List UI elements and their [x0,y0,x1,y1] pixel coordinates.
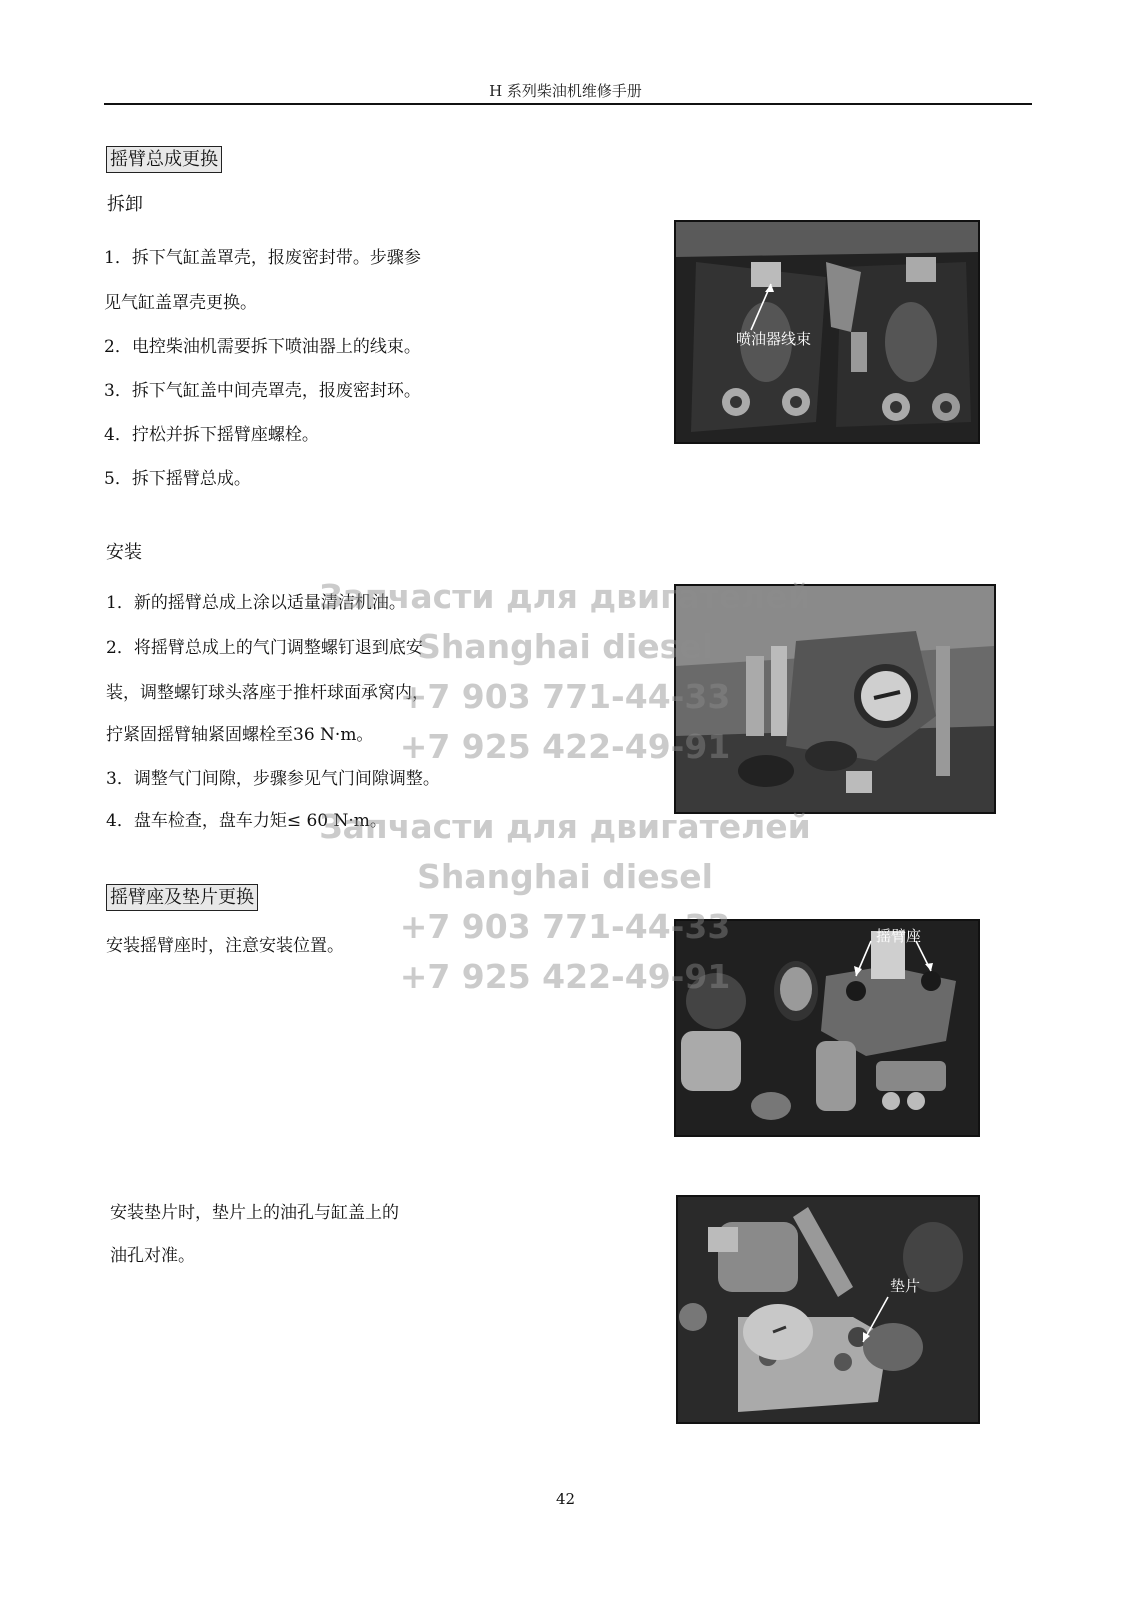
watermark-block-upper [300,572,830,772]
removal-step-3: 3．拆下气缸盖中间壳罩壳，报废密封环。 [104,381,421,401]
watermark-text: Shanghai diesel [417,857,713,896]
watermark-phone: +7 925 422-49-91 [399,727,731,766]
install-step-1: 1．新的摇臂总成上涂以适量清洁机油。 [106,593,406,613]
gasket-instruction-2: 油孔对准。 [110,1246,195,1266]
section-title-rocker-seat: 摇臂座及垫片更换 [106,884,258,911]
watermark-text: Shanghai diesel [417,627,713,666]
removal-step-2: 2．电控柴油机需要拆下喷油器上的线束。 [104,337,421,357]
injector-harness-photo [674,220,980,444]
watermark-block-lower [300,802,830,1002]
rocker-seat-label: 摇臂座 [876,927,922,945]
install-step-2b: 装，调整螺钉球头落座于推杆球面承窝内， [106,683,429,703]
removal-step-4: 4．拧松并拆下摇臂座螺栓。 [104,425,319,445]
watermark-phone: +7 925 422-49-91 [399,957,731,996]
install-step-2c: 拧紧固摇臂轴紧固螺栓至36 N·m。 [106,725,374,745]
watermark-text: Запчасти для двигателей [319,577,811,616]
gasket-photo [676,1195,980,1424]
section-title-rocker-assembly: 摇臂总成更换 [106,146,222,173]
page-number: 42 [555,1490,576,1508]
gasket-instruction-1: 安装垫片时，垫片上的油孔与缸盖上的 [110,1203,399,1223]
removal-step-5: 5．拆下摇臂总成。 [104,469,251,489]
install-step-3: 3．调整气门间隙，步骤参见气门间隙调整。 [106,769,440,789]
install-step-2a: 2．将摇臂总成上的气门调整螺钉退到底安 [106,638,423,658]
injector-harness-label: 喷油器线束 [736,330,812,348]
removal-heading: 拆卸 [107,194,143,215]
watermark-text: Запчасти для двигателей [319,807,811,846]
watermark-phone: +7 903 771-44-33 [399,907,731,946]
header-title: H 系列柴油机维修手册 [489,82,642,100]
removal-step-1a: 1．拆下气缸盖罩壳，报废密封带。步骤参 [104,248,421,268]
watermark-phone: +7 903 771-44-33 [399,677,731,716]
rocker-seat-instruction: 安装摇臂座时，注意安装位置。 [106,936,344,956]
removal-step-1b: 见气缸盖罩壳更换。 [104,293,257,313]
header-rule [104,103,1032,105]
gasket-label: 垫片 [890,1277,921,1295]
install-heading: 安装 [106,542,142,563]
install-step-4: 4．盘车检查，盘车力矩≤ 60 N·m。 [106,811,387,831]
